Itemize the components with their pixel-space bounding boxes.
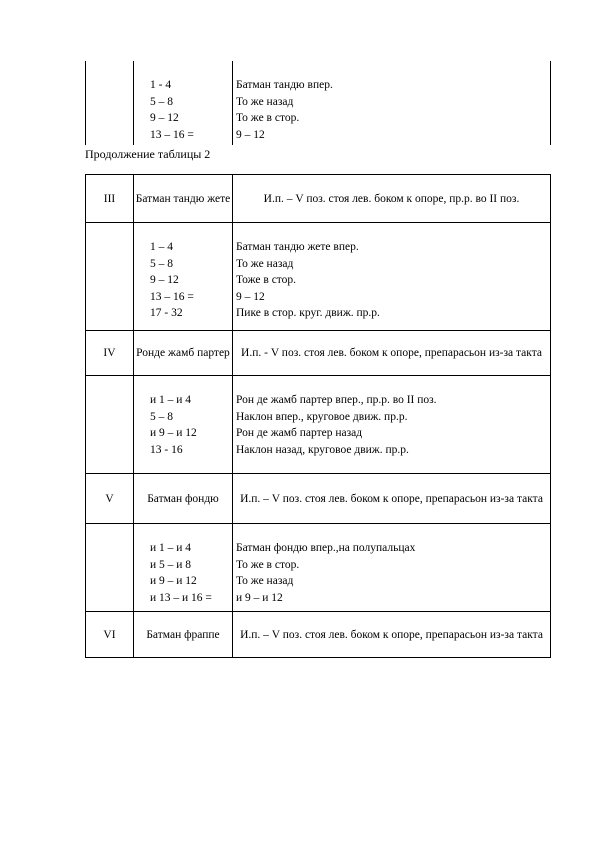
count-line: и 13 – и 16 = — [150, 591, 212, 604]
count-line: 5 – 8 — [150, 410, 173, 423]
roman-cell: IV — [86, 331, 134, 376]
start-position-cell: И.п. – V поз. стоя лев. боком к опоре, препарасьон из-за такта — [233, 474, 551, 524]
steps-cell — [233, 223, 551, 331]
count-line: 17 - 32 — [150, 307, 183, 319]
step-line: Батман фондю впер.,на полупальцах — [236, 542, 416, 554]
count-line: 9 – 12 — [150, 112, 179, 124]
count-line: и 9 – и 12 — [150, 575, 197, 587]
step-line: То же в стор. — [236, 112, 300, 124]
roman-cell: V — [86, 474, 134, 524]
roman-cell — [86, 61, 134, 145]
roman-cell — [86, 223, 134, 331]
roman-cell — [86, 376, 134, 474]
start-position-cell: И.п. - V поз. стоя лев. боком к опоре, препарасьон из-за такта — [233, 331, 551, 376]
counts-cell — [134, 376, 233, 474]
counts-cell — [134, 223, 233, 331]
table-row — [86, 331, 551, 376]
counts-cell — [134, 524, 233, 612]
table-row — [86, 223, 551, 331]
steps-cell — [233, 376, 551, 474]
step-line: То же в стор. — [236, 558, 300, 571]
count-line: и 1 – и 4 — [150, 542, 192, 554]
exercise-name-cell: Батман тандю жете — [134, 175, 233, 223]
table-row — [86, 474, 551, 524]
step-line: То же назад — [236, 257, 294, 270]
steps-cell — [233, 61, 551, 145]
step-line: То же назад — [236, 575, 294, 587]
step-line: Батман тандю впер. — [236, 79, 333, 91]
count-line: 13 - 16 — [150, 443, 183, 456]
count-line: 1 – 4 — [150, 241, 173, 253]
step-line: Рон де жамб партер впер., пр.р. во II поз. — [236, 394, 437, 406]
roman-cell: VI — [86, 612, 134, 658]
counts-cell — [134, 61, 233, 145]
count-line: и 9 – и 12 — [150, 427, 197, 439]
table-row — [86, 524, 551, 612]
step-line: и 9 – и 12 — [236, 591, 283, 604]
steps-cell — [233, 524, 551, 612]
exercise-name-cell: Батман фраппе — [134, 612, 233, 658]
count-line: и 5 – и 8 — [150, 558, 192, 571]
step-line: Наклон назад, круговое движ. пр.р. — [236, 443, 409, 456]
step-line: Батман тандю жете впер. — [236, 241, 359, 253]
table-row — [86, 61, 551, 145]
step-line: Рон де жамб партер назад — [236, 427, 363, 439]
step-line: Тоже в стор. — [236, 274, 297, 286]
count-line: 9 – 12 — [150, 274, 179, 286]
table-row — [86, 612, 551, 658]
start-position-cell: И.п. – V поз. стоя лев. боком к опоре, пр.р. во II поз. — [233, 175, 551, 223]
step-line: 9 – 12 — [236, 290, 265, 303]
exercise-name-cell: Батман фондю — [134, 474, 233, 524]
count-line: 1 - 4 — [150, 79, 172, 91]
count-line: и 1 – и 4 — [150, 394, 192, 406]
count-line: 13 – 16 = — [150, 290, 194, 303]
start-position-cell: И.п. – V поз. стоя лев. боком к опоре, препарасьон из-за такта — [233, 612, 551, 658]
roman-cell: III — [86, 175, 134, 223]
step-line: То же назад — [236, 95, 294, 108]
step-line: Наклон впер., круговое движ. пр.р. — [236, 410, 408, 423]
table-row — [86, 175, 551, 223]
roman-cell — [86, 524, 134, 612]
count-line: 5 – 8 — [150, 95, 173, 108]
step-line: Пике в стор. круг. движ. пр.р. — [236, 307, 380, 319]
exercise-name-cell: Ронде жамб партер — [134, 331, 233, 376]
step-line: 9 – 12 — [236, 128, 265, 141]
table-caption: Продолжение таблицы 2 — [85, 147, 211, 161]
exercise-table — [85, 174, 551, 658]
table-row — [86, 376, 551, 474]
count-line: 5 – 8 — [150, 257, 173, 270]
count-line: 13 – 16 = — [150, 128, 194, 141]
continued-table — [85, 61, 551, 145]
